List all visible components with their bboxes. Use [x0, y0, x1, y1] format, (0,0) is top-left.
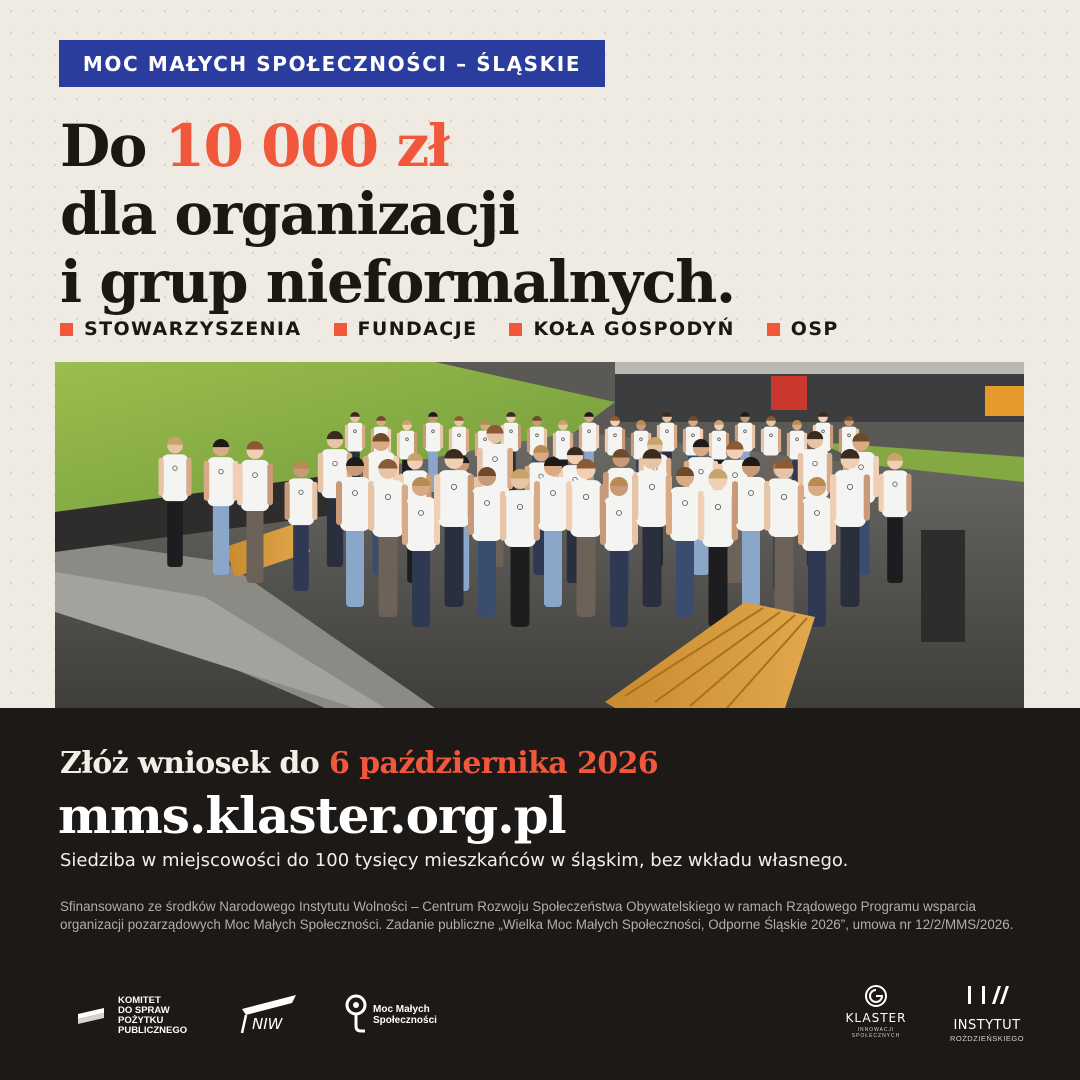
logo-klaster: KLASTER INNOWACJI SPOŁECZNYCH: [836, 984, 916, 1044]
eligibility-requirement: Siedziba w miejscowości do 100 tysięcy mieszkańców w śląskim, bez wkładu własnego.: [60, 850, 849, 871]
instytut-mark-icon: [962, 984, 1012, 1006]
red-sign: [771, 376, 807, 410]
headline: [60, 112, 960, 316]
square-bullet-icon: [509, 323, 522, 336]
logo-instytut: INSTYTUT ROŻDZIEŃSKIEGO: [942, 984, 1032, 1046]
grant-amount: 10 000 zł: [164, 112, 449, 180]
org-type-item: STOWARZYSZENIA: [60, 318, 302, 340]
funding-disclaimer: Sfinansowano ze środków Narodowego Instytutu Wolności – Centrum Rozwoju Społeczeństwa Obywatelskiego w ramach Rządowego Programu wsparcia organizacji pozarządowych Moc Małych Społeczności. Zadanie publiczne „Wielka Moc Małych Społeczności, Odporne Śląskie 2026”, umowa nr 12/2/MMS/2026.: [60, 899, 1014, 932]
square-bullet-icon: [60, 323, 73, 336]
square-bullet-icon: [767, 323, 780, 336]
group-photo-illustration: [55, 362, 1024, 708]
flag-icon: [78, 1008, 104, 1024]
footer-panel: [0, 708, 1080, 1080]
org-type-item: FUNDACJE: [334, 318, 478, 340]
website-url[interactable]: mms.klaster.org.pl: [58, 786, 566, 845]
location-pin-icon: [345, 994, 367, 1034]
headline-line-3: i grup nieformalnych.: [60, 248, 735, 316]
trash-bin: [921, 530, 965, 642]
headline-prefix: Do: [60, 112, 165, 180]
org-type-item: OSP: [767, 318, 839, 340]
deadline-line: Złóż wniosek do 6 października 2026: [60, 746, 659, 781]
klaster-spiral-icon: [864, 984, 888, 1008]
organization-types: [60, 316, 839, 342]
org-type-item: KOŁA GOSPODYŃ: [509, 318, 734, 340]
logo-mms: Moc Małych Społeczności: [345, 994, 445, 1034]
headline-line-2: dla organizacji: [60, 180, 519, 248]
team-group-photo: [55, 362, 1024, 708]
headline-line-1: [60, 112, 960, 180]
square-bullet-icon: [334, 323, 347, 336]
campaign-badge: MOC MAŁYCH SPOŁECZNOŚCI – ŚLĄSKIE: [59, 40, 605, 87]
deadline-date: 6 października 2026: [329, 746, 659, 781]
logo-niw: NIW: [240, 995, 298, 1035]
logo-komitet: KOMITET DO SPRAW POŻYTKU PUBLICZNEGO: [78, 996, 198, 1036]
